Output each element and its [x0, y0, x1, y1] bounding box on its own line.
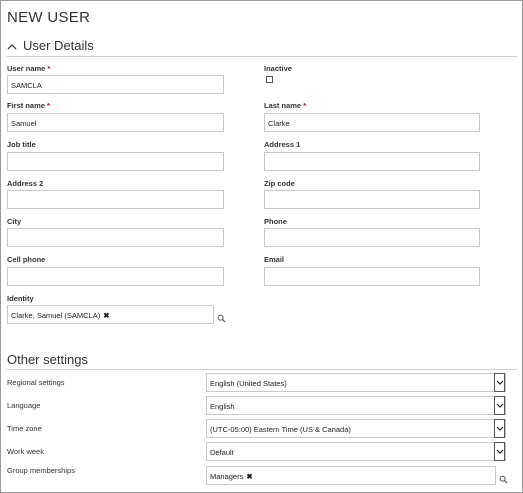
search-icon[interactable]: [499, 471, 508, 489]
identity-label: Identity: [7, 294, 34, 303]
cell-phone-input[interactable]: [7, 267, 224, 286]
phone-label: Phone: [264, 217, 287, 226]
chevron-down-icon[interactable]: [494, 419, 505, 438]
regional-settings-value: English (United States): [210, 379, 287, 388]
last-name-label: Last name *: [264, 101, 307, 110]
cell-phone-label: Cell phone: [7, 255, 46, 264]
phone-input[interactable]: [264, 228, 480, 247]
city-input[interactable]: [7, 228, 224, 247]
last-name-input[interactable]: Clarke: [264, 113, 480, 132]
user-details-heading: User Details: [23, 38, 94, 53]
email-label: Email: [264, 255, 285, 264]
address1-label: Address 1: [264, 140, 301, 149]
user-name-input[interactable]: SAMCLA: [7, 75, 224, 94]
language-value: English: [210, 402, 235, 411]
work-week-select[interactable]: [206, 442, 506, 461]
email-input[interactable]: [264, 267, 480, 286]
chevron-down-icon[interactable]: [494, 373, 505, 392]
identity-tag: Clarke, Samuel (SAMCLA): [11, 311, 101, 320]
time-zone-value: (UTC-05:00) Eastern Time (US & Canada): [210, 425, 351, 434]
page-title: NEW USER: [7, 9, 91, 26]
chevron-up-icon[interactable]: [7, 42, 19, 53]
user-details-header[interactable]: [7, 38, 94, 53]
work-week-label: Work week: [7, 447, 44, 456]
zip-code-input[interactable]: [264, 190, 480, 209]
time-zone-label: Time zone: [7, 424, 42, 433]
first-name-label: First name *: [7, 101, 50, 110]
address2-label: Address 2: [7, 179, 44, 188]
identity-picker[interactable]: [7, 305, 214, 324]
search-icon[interactable]: [217, 310, 226, 328]
regional-settings-label: Regional settings: [7, 378, 65, 387]
time-zone-select[interactable]: [206, 419, 506, 438]
regional-settings-select[interactable]: [206, 373, 506, 392]
chevron-down-icon[interactable]: [494, 396, 505, 415]
group-tag: Managers: [210, 472, 244, 481]
group-memberships-label: Group memberships: [7, 466, 75, 475]
first-name-input[interactable]: Samuel: [7, 113, 224, 132]
other-settings-heading: Other settings: [7, 352, 88, 367]
inactive-label: Inactive: [264, 64, 292, 73]
job-title-input[interactable]: [7, 152, 224, 171]
work-week-value: Default: [210, 448, 234, 457]
city-label: City: [7, 217, 22, 226]
user-name-label: User name *: [7, 64, 51, 73]
language-label: Language: [7, 401, 41, 410]
section-divider: [7, 56, 517, 57]
inactive-checkbox[interactable]: [266, 76, 273, 83]
language-select[interactable]: [206, 396, 506, 415]
close-icon[interactable]: ✖: [103, 311, 110, 320]
zip-code-label: Zip code: [264, 179, 295, 188]
group-memberships-picker[interactable]: [206, 466, 496, 485]
chevron-down-icon[interactable]: [494, 442, 505, 461]
job-title-label: Job title: [7, 140, 36, 149]
address1-input[interactable]: [264, 152, 480, 171]
close-icon[interactable]: ✖: [246, 472, 253, 481]
section-divider: [7, 369, 517, 370]
address2-input[interactable]: [7, 190, 224, 209]
